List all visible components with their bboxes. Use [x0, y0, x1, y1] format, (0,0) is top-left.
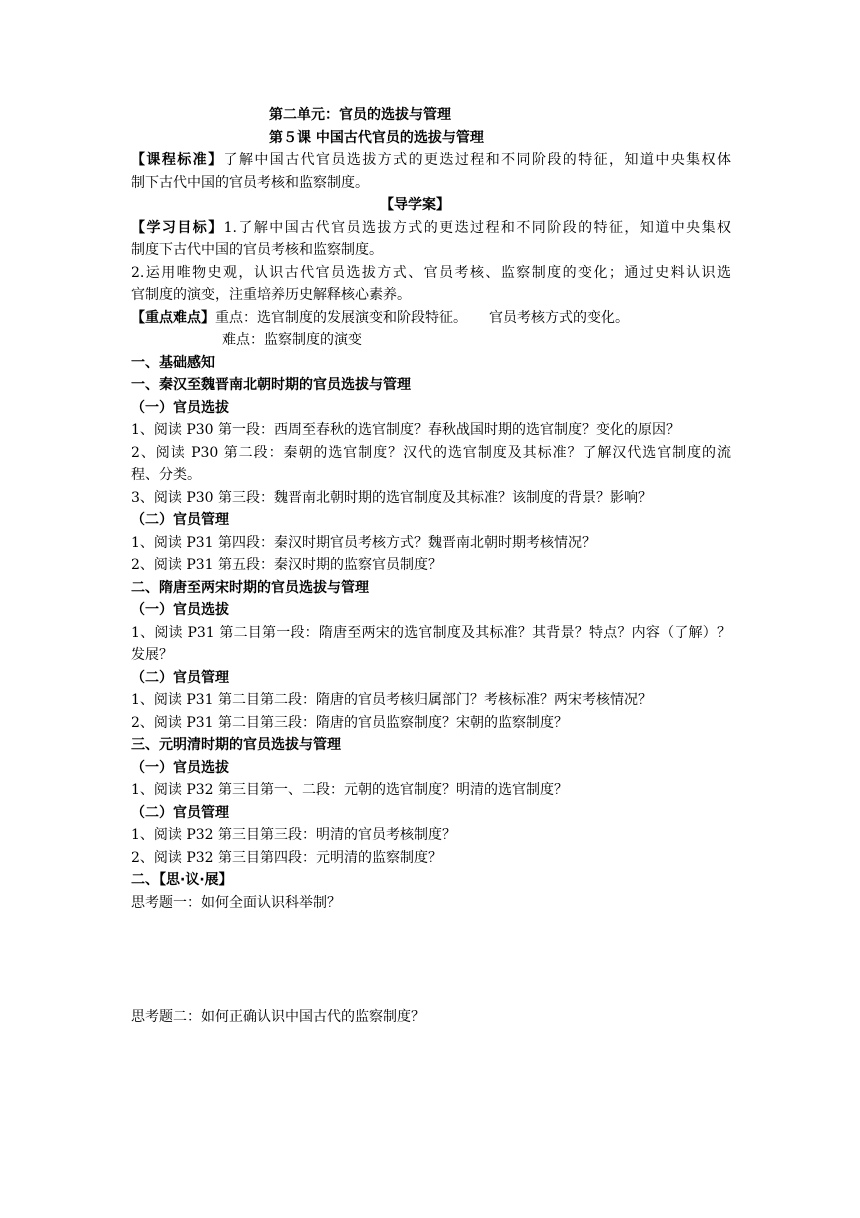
question-item: 2、阅读 P31 第五段：秦汉时期的监察官员制度？ [131, 557, 443, 573]
sub-heading: （一）官员选拔 [131, 602, 229, 618]
question-item-cont: 程、分类。 [131, 467, 201, 483]
question-item: 1、阅读 P32 第三目第一、二段：元朝的选官制度？明清的选官制度？ [131, 782, 569, 798]
question-item: 1、阅读 P31 第四段：秦汉时期官员考核方式？魏晋南北朝时期考核情况？ [131, 535, 597, 551]
curriculum-label: 【课程标准】 [131, 152, 224, 168]
question-item: 1、阅读 P31 第二目第一段：隋唐至两宋的选官制度及其标准？其背景？特点？内容（了解）？ [131, 625, 731, 641]
keypoints-label: 【重点难点】 [131, 310, 215, 326]
part-heading: 一、秦汉至魏晋南北朝时期的官员选拔与管理 [131, 377, 411, 393]
objectives-line-4: 官制度的演变，注重培养历史解释核心素养。 [131, 287, 411, 303]
sub-heading: （一）官员选拔 [131, 760, 229, 776]
question-item-cont: 发展？ [131, 647, 173, 663]
section-heading: 一、基础感知 [131, 355, 215, 371]
question-item: 1、阅读 P32 第三目第三段：明清的官员考核制度？ [131, 827, 457, 843]
curriculum-line-2: 制下古代中国的官员考核和监察制度。 [131, 175, 369, 191]
question-item: 1、阅读 P30 第一段：西周至春秋的选官制度？春秋战国时期的选官制度？变化的原因？ [131, 422, 681, 438]
difficulty-line: 难点：监察制度的演变 [222, 332, 362, 348]
discussion-question: 思考题二：如何正确认识中国古代的监察制度？ [131, 1009, 425, 1025]
section-heading: 二、【思·议·展】 [131, 872, 233, 888]
sub-heading: （一）官员选拔 [131, 400, 229, 416]
sub-heading: （二）官员管理 [131, 670, 229, 686]
unit-title: 第二单元：官员的选拔与管理 [269, 107, 451, 123]
question-item: 2、阅读 P32 第三目第四段：元明清的监察制度？ [131, 850, 443, 866]
curriculum-line-1: 【课程标准】了解中国古代官员选拔方式的更迭过程和不同阶段的特征，知道中央集权体 [131, 152, 732, 168]
objectives-line-3: 2.运用唯物史观，认识古代官员选拔方式、官员考核、监察制度的变化；通过史料认识选 [131, 265, 731, 281]
question-item: 3、阅读 P30 第三段：魏晋南北朝时期的选官制度及其标准？该制度的背景？影响？ [131, 490, 653, 506]
lesson-title: 第５课 中国古代官员的选拔与管理 [269, 130, 484, 146]
guide-title: 【导学案】 [380, 197, 450, 213]
part-heading: 三、元明清时期的官员选拔与管理 [131, 737, 341, 753]
question-item: 2、阅读 P30 第二段：秦朝的选官制度？汉代的选官制度及其标准？了解汉代选官制度的流 [131, 445, 731, 461]
discussion-question: 思考题一：如何全面认识科举制？ [131, 895, 341, 911]
objectives-line-2: 制度下古代中国的官员考核和监察制度。 [131, 242, 383, 258]
sub-heading: （二）官员管理 [131, 805, 229, 821]
keypoints-line: 【重点难点】重点：选官制度的发展演变和阶段特征。 官员考核方式的变化。 [131, 310, 629, 326]
objectives-label: 【学习目标】 [131, 220, 224, 236]
question-item: 2、阅读 P31 第二目第三段：隋唐的官员监察制度？宋朝的监察制度？ [131, 715, 569, 731]
sub-heading: （二）官员管理 [131, 512, 229, 528]
objectives-line-1: 【学习目标】1.了解中国古代官员选拔方式的更迭过程和不同阶段的特征，知道中央集权 [131, 220, 732, 236]
part-heading: 二、隋唐至两宋时期的官员选拔与管理 [131, 580, 369, 596]
question-item: 1、阅读 P31 第二目第二段：隋唐的官员考核归属部门？考核标准？两宋考核情况？ [131, 692, 653, 708]
